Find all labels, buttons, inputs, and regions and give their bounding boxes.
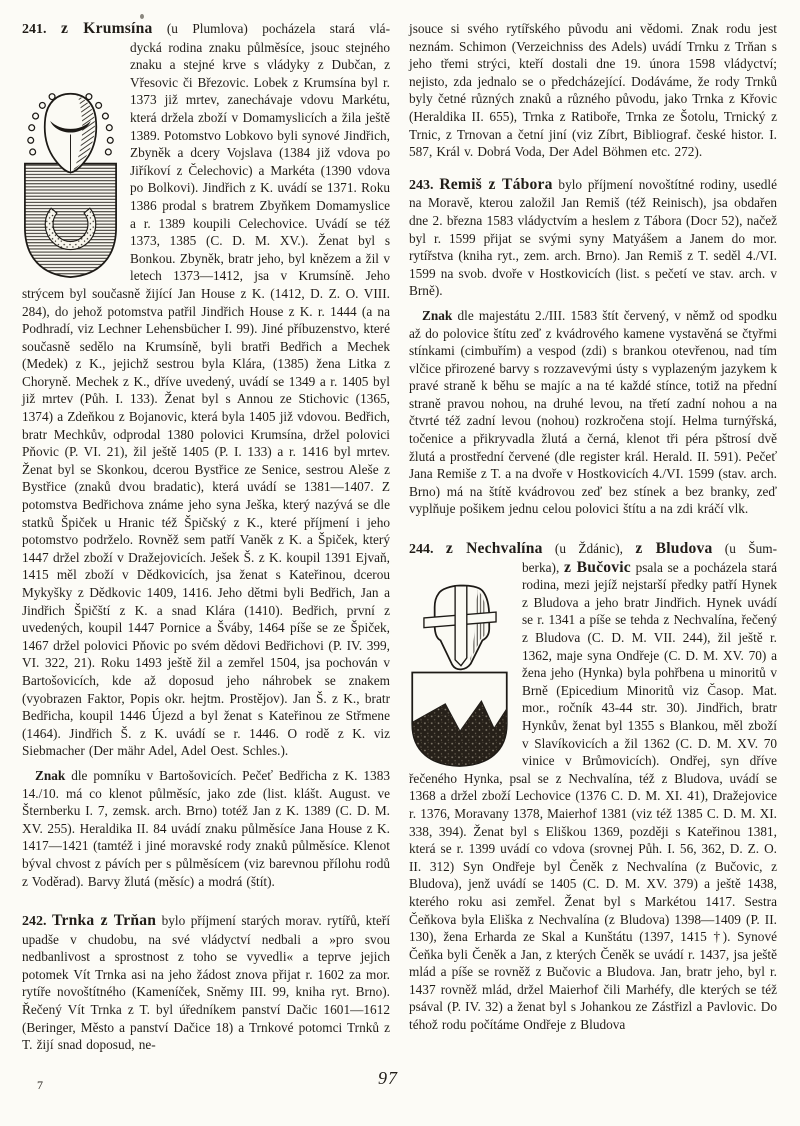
entry-244-body-text: psala se a pocházela stará rodina, mezi jejíž nejstarší předky patří Hynek z Bludova a jeho bratr Jindřich. Hynek uvádí se r. 1341 a píše se tehda z Nechvalína, řečený z Bludova (C. D. M. VII. 244), žil ještě r. 1362, maje syna Ondřeje (C. D. M. XV. 70) a žena jeho (Hynka) byla pohřbena u minoritů v Brně (Epicedium Minoritů viz Časop. Mat. mor., ročník 43-44 str. 30). Jindřich, bratr Hynkův, ženat byl 1355 s Blankou, měl zboží v Slavíkovicích a žil 1362 (C. D. M. XV. 70 vinice v Brůmovicích). Ondřej, syn dříve řečeného Hynka, psal se z Nechvalína, též z Bludova, uvádí se 1368 a držel zboží Lechovice (1376 C. D. M. XI. 41), Dražejovice r. 1376, Moravany 1378, Maierhof 1381 (viz též 1385 C. D. M. XI. 338, 394). Ženat byl s Eliškou 1369, později s Kateřinou 1381, která se r. 1399 uvádí co vdova (srovnej Půh. I. 56, 362, D. Z. O. II. 312) Syn Ondřeje byl Čeněk z Nechvalína (z Bučovic, z Bludova), jenž uvádí se 1405 (C. D. M. XV. 379) a ještě 1438, kterého roku asi zemřel. Ženat byl s Markétou 1417. Sestra Čeňkova byla Eliška z Nechvalína (z Bludova) 1398—1409 (P. II. 130), žena Erharda ze Skal a Kunštátu (1397, 1415 †). Synové Čeňka byli Čeněk a Jan, z kterých Čeněk se uvádí r. 1437, jsa ještě mlád a píše se rovněž z Bučovic a Bludova. Jan, bratr jeho, byl r. 1437 rovněž mlád, držel Maierhof čili Marhéfy, dle kterých se též psával (P. IV. 32) a ženat byl s Johankou ze Zástřizl a Pavlovic. Do téhož rodu počítáme Ondřeje z Bludova	[409, 559, 777, 1033]
helm-nasal-bar-icon	[455, 585, 467, 665]
entry-242-family-name: Trnka z Trňan	[52, 912, 157, 930]
entry-242-number: 242.	[22, 914, 47, 930]
znak-label: Znak	[422, 307, 453, 323]
helm-and-three-peaks-shield-icon	[409, 578, 510, 768]
entry-243-blazon-paragraph	[409, 307, 777, 518]
entry-244-heading-mid1: (u Ždánic),	[542, 541, 636, 557]
entry-243-paragraph	[409, 176, 777, 300]
entry-242-body-text: bylo příjmení starých morav. rytířů, kteří upadše v chudobu, na své vládyctví nedbali a »pro svou nedbanlivost a sprostnost z toho se vyvedli« a teprve jejich potomek Vít Trnka asi na jeho žádost znova přijat r. 1602 za mor. rytíře novoštítného (Kameníček, Sněmy III. 99, kniha ryt. Brno). Řečený Vít Trnka z T. byl úředníkem panství Dačic 1601—1612 (Beringer, Město a panství Dačice 18) a Trnkové potomci Trnků z T. žijí snad doposud, ne-	[22, 913, 391, 1053]
entry-243-blazon-text: dle majestátu 2./III. 1583 štít červený, v němž od spodku až do polovice štítu zeď z kvádrového kamene vystavěná se čtyřmi stínkami (cimbuřím) a vespod (zdi) s brankou otevřenou, nad tím vlčice přirozené barvy s rozzavevými ústy s vyplazeným jazykem k pravé straně k běhu se majíc a na té každé stínce, totiž na přední straně pravou nohou, na druhé levou, na třetí zadní nohou a na čtvrté též zadní levou (nohou) rozkročena stojí. Helma turnýřská, točenice a přikryvadla žlutá a černá, klenot tři péra pštrosí dvě žlutá a prostřední červené (dle register král. Herald. II. 591). Pečeť Jana Remiše z T. a na dvoře v Hostkovicích 4./VI. 1599 (stav. arch. Brno) má na štítě kvádrovou zeď bez stínek a bez branky, zeď vyplňuje pošikem jednu celou polovici štítu a na zdi kráčí vlk.	[409, 307, 777, 517]
right-column	[409, 20, 777, 1054]
entry-241-family-name: z Krumsína	[60, 20, 153, 37]
page-number: 97	[378, 1068, 398, 1088]
entry-241-heading-rest: (u Plumlova) pocházela stará vlá-	[152, 21, 390, 36]
entry-244-heading	[409, 540, 777, 559]
entry-241-blazon-text: dle pomníku v Bartošovicích. Pečeť Bedřicha z K. 1383 14./10. má co klenot půlměsíc, jako zde (list. klášt. August. ve Šternberku I. 7, zemsk. arch. Brno) totéž Jan z K. 1389 (C. D. M. XV. 255). Heraldika II. 84 uvádí znaku půlměsíce Jana House z K. 1417—1421 (tamtéž i jiné moravské rody znaků půlměsíce. Klenot býval chvost z pávích per s půlměsícem (viz barevnou přílohu rodů z Voděrad). Barvy žlutá (měsíc) a modrá (štít).	[22, 767, 390, 889]
shield-azure-icon	[25, 163, 116, 276]
entry-244-wrap-prefix: berka),	[522, 559, 564, 575]
entry-241-blazon-paragraph	[22, 767, 390, 890]
krumsin-coat-of-arms-image	[22, 41, 123, 283]
entry-241-paragraph	[22, 39, 390, 760]
signature-mark: 7	[37, 1078, 43, 1092]
bludov-coat-of-arms-image	[409, 562, 514, 768]
entry-242-paragraph	[22, 912, 390, 1054]
entry-243-family-name: Remiš z Tábora	[439, 175, 553, 193]
entry-244-heading-mid2: (u Šum-	[712, 541, 777, 557]
left-column	[22, 20, 390, 1054]
entry-242-continuation-paragraph	[409, 20, 777, 161]
entry-241-heading	[22, 20, 390, 39]
entry-241-body-text: dycká rodina znaku půlměsíce, jsouc stejného znaku a stejné krve s vládyky z Dubčan, z Vřesovic či Březovic. Lobek z Krumsína byl r. 1373 již mrtev, zanechávaje vdovu Markétu, která držela zboží v Domamyslicích a žila ještě 1389. Potomstvo Lobkovo byli synové Jindřich, Zbyněk a dcery Vojslava (1384 již vdova po Jiříkoví z Čelechovic) a Markéta (1390 vdova po Bolkovi). Jindřich z K. uvádí se 1371. Roku 1386 prodal s bratrem Zbyňkem Domamyslice a r. 1389 koupili Celechovice. Uvádí se též 1373, 1385 (C. D. M. XV.). Ženat byl s Bonkou. Zbyněk, bratr jeho, byl knězem a žil v letech 1373—1412, jsa v Krumsíně. Jeho strýcem byl současně žijící Jan House z K. (1412, D. Z. O. VIII. 284), do jehož potomstva patřil Jindřich House z K. r. 1444 (a na Podhradí, viz Lechner Lehensbücher I. 99). Jiné příbuzenstvo, které současně sedělo na Krumsíně, byli bratři Bedřich a Mechek (Medek) z K., jejichž sestrou byla Klára, (1385) žena Litka z Choryně. Mechek z K., dříve uvedený, uvádí se 1349 a r. 1405 byl již mrtev (Půh. I. 133). Ženat byl s Annou ze Stichovic (1365, 1374) a Zdeňkou z Bojanovic, která byla 1405 již vdovou. Bedřich, bratr Mechkův, odprodal 1380 polovici Krumsína, držel polovici Pňovic (P. VI. 21), žil ještě 1405 (P. I. 133) a r. 1416 byl mrtev. Ženat byl se Skonkou, dcerou Bystřice ze Senice, sestrou Aleše z Bystřice (znaků dvou bradatic), která uvádí se 1381—1407. Z potomstva Bedřichova známe jeho syna Ješka, který nazývá se dle statků Špiček u Hranic též Špičský z K., které příjmení i jeho potomstvo podrželo. Rovněž sem patří Vaněk z K. a Špiček, který 1447 držel zboží v Dražejovicích. Ješek Š. z K. koupil 1391 Ejvaň, 1415 měl zboží v Dědkovicích, jsa ženat s Kateřinou, dcerou Mykyšky z Dědkovic 1409, 1416. Jeho dětmi byli Bedřich, Jan a Jindřich Špičští z K. a snad Klára (1410). Bedřich, první z uvedených, koupil 1447 Pornice a Šváby, 1464 píše se ze Špiček, 1467 držel polovici Pňovic po svém dědovi Bedřichovi (P. IV. 399, VI. 322, 21). Roku 1493 ještě žil a zemřel 1504, jsa pochován v Bartošovicích, kde až doposud jeho náhrobek se znakem (vyobrazen Faktor, Popis okr. hejtm. Prostějov). Jan Š. z K., bratr Bedřicha, koupil 1446 Újezd a byl ženat s Kateřinou ze Střmene (1464). Jindřich Š. z K. uvádí se r. 1446. O rodě z K. viz Siebmacher (Der mähr Adel, Adel Oest. Schles.).	[22, 39, 390, 759]
entry-244-number: 244.	[409, 542, 434, 558]
entry-244-family-name-bucovic: z Bučovic	[564, 558, 631, 576]
znak-label: Znak	[35, 767, 66, 783]
entry-243-body-text: bylo příjmení novoštítné rodiny, usedlé na Moravě, kterou založil Jan Remiš (též Reinisch), jsa obdařen dne 2. března 1583 vládyctvím a heslem z Tábora (Docr 52), načež byl r. 1599 přijat se svými syny Matyášem a Janem do mor. rytířstva (kniha ryt., zem. arch. Brno). Jan Remiš z T. seděl 4./VI. 1599 na svob. dvoře v Hostkovicích (list. s pečetí ve stav. arch. v Brně).	[409, 176, 778, 299]
entry-244-paragraph	[409, 559, 777, 1034]
entry-244-family-name-nechvalin: z Nechvalína	[445, 540, 543, 558]
entry-242-continuation-text: jsouce si svého rytířského původu ani vědomi. Znak rodu jest neznám. Schimon (Verzeichniss des Adels) uvádí Trnku z Trňan s jeho třemi strýci, kteří dostali dne 19. února 1598 vládyctví; nejisto, zda jednalo se o předcházející. Dodáváme, že rody Trnků byly četné různých znaků a různého původu, jako Trnka z Křovic (Heraldika II. 655), Trnka z Ratiboře, Trnka ze Šotolu, Trnický z Trnic, z Trnovan a četní jiní (viz Zíbrt, Bibliograf. české histor. I. 587, Král v. Dobrá Voda, Der Adel Böhmen etc. 272).	[409, 21, 777, 160]
helm-and-crescent-shield-icon	[22, 83, 119, 283]
entry-244-family-name-bludov: z Bludova	[635, 540, 713, 558]
entry-243-number: 243.	[409, 177, 434, 193]
entry-241-number: 241.	[22, 22, 47, 37]
scan-speck	[140, 14, 144, 19]
